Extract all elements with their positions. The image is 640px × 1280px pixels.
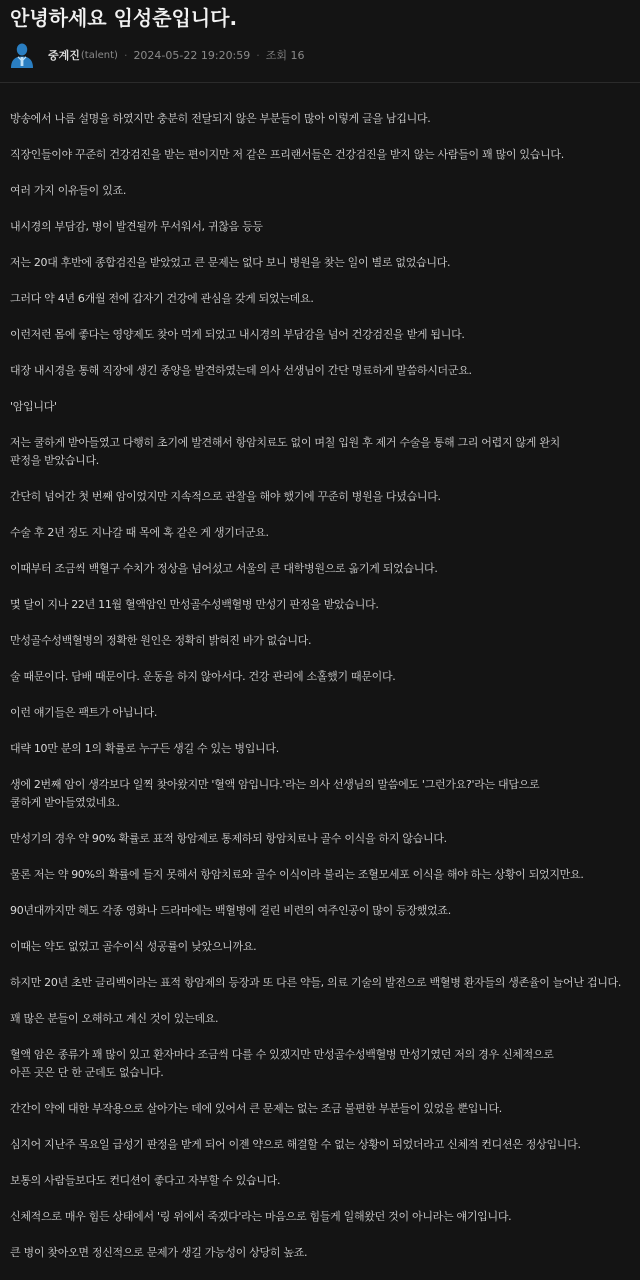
- body-paragraph: [10, 182, 635, 200]
- body-paragraph: [10, 218, 635, 236]
- body-paragraph: [10, 146, 635, 164]
- paragraph-line: 생에 2번째 암이 생각보다 일찍 찾아왔지만 '혈액 암입니다.'라는 의사 선생님의 말씀에도 '그런가요?'라는 대답으로: [10, 778, 540, 791]
- body-paragraph: [10, 254, 635, 272]
- header-divider: [0, 82, 640, 83]
- body-paragraph: [10, 434, 635, 470]
- paragraph-line: 만성골수성백혈병의 정확한 원인은 정확히 밝혀진 바가 없습니다.: [10, 634, 312, 647]
- body-paragraph: [10, 560, 635, 578]
- paragraph-line: 혈액 암은 종류가 꽤 많이 있고 환자마다 조금씩 다를 수 있겠지만 만성골수성백혈병 만성기였던 저의 경우 신체적으로: [10, 1048, 554, 1061]
- paragraph-line: 방송에서 나름 설명을 하였지만 충분히 전달되지 않은 부분들이 많아 이렇게 글을 남깁니다.: [10, 112, 431, 125]
- paragraph-line: 보통의 사람들보다도 컨디션이 좋다고 자부할 수 있습니다.: [10, 1174, 281, 1187]
- paragraph-line: 간간이 약에 대한 부작용으로 살아가는 데에 있어서 큰 문제는 없는 조금 불편한 부분들이 있었을 뿐입니다.: [10, 1102, 502, 1115]
- body-paragraph: [10, 866, 635, 884]
- body-paragraph: [10, 974, 635, 992]
- body-paragraph: [10, 938, 635, 956]
- paragraph-line: 물론 저는 약 90%의 확률에 들지 못해서 항암치료와 골수 이식이라 불리는 조혈모세포 이식을 해야 하는 상황이 되었지만요.: [10, 868, 584, 881]
- paragraph-line: 술 때문이다. 담배 때문이다. 운동을 하지 않아서다. 건강 관리에 소홀했기 때문이다.: [10, 670, 396, 683]
- body-paragraph: [10, 902, 635, 920]
- body-paragraph: [10, 524, 635, 542]
- body-paragraph: [10, 110, 635, 128]
- paragraph-line: 꽤 많은 분들이 오해하고 계신 것이 있는데요.: [10, 1012, 219, 1025]
- post-meta: [10, 40, 305, 70]
- body-paragraph: [10, 632, 635, 650]
- body-paragraph: [10, 398, 635, 416]
- paragraph-line: 큰 병이 찾아오면 정신적으로 문제가 생길 가능성이 상당히 높죠.: [10, 1246, 308, 1259]
- user-avatar-icon[interactable]: [10, 42, 34, 68]
- body-paragraph: [10, 1046, 635, 1082]
- paragraph-line: 심지어 지난주 목요일 급성기 판정을 받게 되어 이젠 약으로 해결할 수 없는 상황이 되었더라고 신체적 컨디션은 정상입니다.: [10, 1138, 581, 1151]
- paragraph-line: 저는 쿨하게 받아들였고 다행히 초기에 발견해서 항암치료도 없이 며칠 입원 후 제거 수술을 통해 그리 어렵지 않게 완치: [10, 436, 560, 449]
- body-paragraph: [10, 1100, 635, 1118]
- paragraph-line: 이런저런 몸에 좋다는 영양제도 찾아 먹게 되었고 내시경의 부담감을 넘어 건강검진을 받게 됩니다.: [10, 328, 465, 341]
- body-paragraph: [10, 596, 635, 614]
- paragraph-line: 이런 얘기들은 팩트가 아닙니다.: [10, 706, 158, 719]
- body-paragraph: [10, 1208, 635, 1226]
- paragraph-line: 저는 20대 후반에 종합검진을 받았었고 큰 문제는 없다 보니 병원을 찾는 일이 별로 없었습니다.: [10, 256, 451, 269]
- post-title: 안녕하세요 임성춘입니다.: [10, 6, 238, 30]
- body-paragraph: [10, 1244, 635, 1262]
- paragraph-line: 몇 달이 지나 22년 11월 혈액암인 만성골수성백혈병 만성기 판정을 받았습니다.: [10, 598, 379, 611]
- author-tag: (talent): [80, 49, 118, 61]
- meta-separator: ·: [123, 48, 128, 62]
- paragraph-line: 이때는 약도 없었고 골수이식 성공률이 낮았으니까요.: [10, 940, 257, 953]
- meta-separator: ·: [256, 48, 260, 62]
- body-paragraph: [10, 1010, 635, 1028]
- paragraph-line: 하지만 20년 초반 글리벡이라는 표적 항암제의 등장과 또 다른 약들, 의료 기술의 발전으로 백혈병 환자들의 생존율이 늘어난 겁니다.: [10, 976, 622, 989]
- paragraph-line: 90년대까지만 해도 각종 영화나 드라마에는 백혈병에 걸린 비련의 여주인공이 많이 등장했었죠.: [10, 904, 451, 917]
- body-paragraph: [10, 704, 635, 722]
- body-paragraph: [10, 290, 635, 308]
- body-paragraph: [10, 1172, 635, 1190]
- paragraph-line: 내시경의 부담감, 병이 발견될까 무서워서, 귀찮음 등등: [10, 220, 263, 233]
- paragraph-line: 간단히 넘어간 첫 번째 암이었지만 지속적으로 관찰을 해야 했기에 꾸준히 병원을 다녔습니다.: [10, 490, 441, 503]
- paragraph-line: 판정을 받았습니다.: [10, 454, 100, 467]
- paragraph-line: 아픈 곳은 단 한 군데도 없습니다.: [10, 1066, 164, 1079]
- paragraph-line: 쿨하게 받아들였었네요.: [10, 796, 120, 809]
- view-count: 조회 16: [265, 49, 305, 62]
- paragraph-line: 대략 10만 분의 1의 확률로 누구든 생길 수 있는 병입니다.: [10, 742, 279, 755]
- paragraph-line: 여러 가지 이유들이 있죠.: [10, 184, 127, 197]
- paragraph-line: 그러다 약 4년 6개월 전에 갑자기 건강에 관심을 갖게 되었는데요.: [10, 292, 314, 305]
- paragraph-line: 대장 내시경을 통해 직장에 생긴 종양을 발견하였는데 의사 선생님이 간단 명료하게 말씀하시더군요.: [10, 364, 472, 377]
- body-paragraph: [10, 488, 635, 506]
- body-paragraph: [10, 740, 635, 758]
- body-paragraph: [10, 1136, 635, 1154]
- post-datetime: 2024-05-22 19:20:59: [133, 48, 251, 62]
- paragraph-line: 신체적으로 매우 힘든 상태에서 '링 위에서 죽겠다'라는 마음으로 힘들게 일해왔던 것이 아니라는 얘기입니다.: [10, 1210, 512, 1223]
- body-paragraph: [10, 362, 635, 380]
- post-body: [10, 110, 635, 1280]
- paragraph-line: 직장인들이야 꾸준히 건강검진을 받는 편이지만 저 같은 프리랜서들은 건강검진을 받지 않는 사람들이 꽤 많이 있습니다.: [10, 148, 564, 161]
- paragraph-line: 수술 후 2년 정도 지나갈 때 목에 혹 같은 게 생기더군요.: [10, 526, 269, 539]
- body-paragraph: [10, 776, 635, 812]
- paragraph-line: 만성기의 경우 약 90% 확률로 표적 항암제로 통제하되 항암치료나 골수 이식을 하지 않습니다.: [10, 832, 447, 845]
- author-name[interactable]: 중계진: [48, 49, 80, 62]
- body-paragraph: [10, 668, 635, 686]
- body-paragraph: [10, 326, 635, 344]
- paragraph-line: 이때부터 조금씩 백혈구 수치가 정상을 넘어섰고 서울의 큰 대학병원으로 옮기게 되었습니다.: [10, 562, 438, 575]
- body-paragraph: [10, 830, 635, 848]
- paragraph-line: '암입니다': [10, 400, 57, 413]
